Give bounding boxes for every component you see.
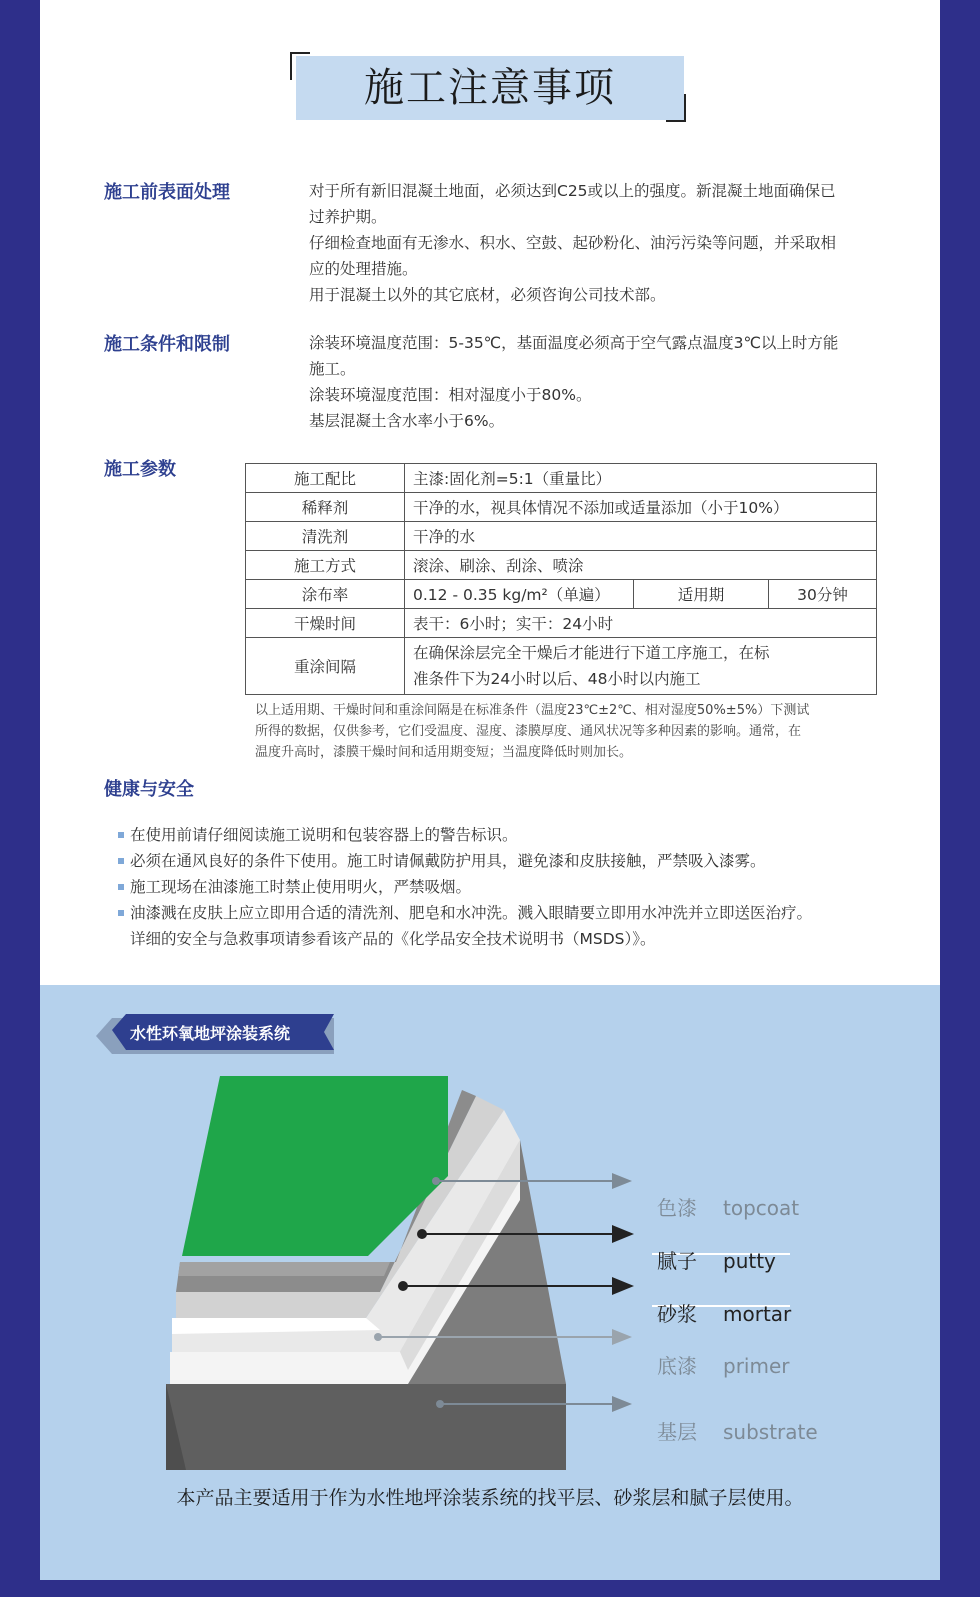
- putty-arrow-icon: [612, 1225, 634, 1243]
- param-key: 重涂间隔: [246, 638, 405, 695]
- list-item-text: 在使用前请仔细阅读施工说明和包装容器上的警告标识。: [130, 826, 518, 844]
- substrate-label-zh: 基层: [657, 1420, 697, 1444]
- recoat-line: 在确保涂层完全干燥后才能进行下道工序施工，在标: [413, 644, 770, 662]
- conditions-heading: 施工条件和限制: [104, 334, 230, 355]
- putty-label: [657, 1245, 776, 1274]
- diagram-ribbon-title: 水性环氧地坪涂装系统: [130, 1024, 291, 1043]
- health-heading: 健康与安全: [104, 779, 194, 800]
- conditions-line: 基层混凝土含水率小于6%。: [309, 412, 505, 430]
- substrate-arrow-icon: [612, 1396, 632, 1412]
- putty-label-zh: 腻子: [657, 1249, 697, 1273]
- mortar-label: [657, 1298, 791, 1327]
- note-line: 温度升高时，漆膜干燥时间和适用期变短；当温度降低时则加长。: [255, 745, 633, 760]
- pot-life-value: 30分钟: [769, 580, 877, 609]
- surface-line: 过养护期。: [309, 208, 387, 226]
- note-line: 以上适用期、干燥时间和重涂间隔是在标准条件（温度23℃±2℃、相对湿度50%±5%）下测试: [255, 703, 810, 718]
- list-item-text: 施工现场在油漆施工时禁止使用明火，严禁吸烟。: [130, 878, 472, 896]
- mortar-label-en: mortar: [723, 1302, 792, 1326]
- substrate-label: [657, 1416, 818, 1445]
- param-key: 涂布率: [246, 580, 405, 609]
- list-item-text: 油漆溅在皮肤上应立即用合适的清洗剂、肥皂和水冲洗。溅入眼睛要立即用水冲洗并立即送医治疗。: [130, 904, 813, 922]
- primer-label: [657, 1350, 789, 1379]
- param-value: 滚涂、刷涂、刮涂、喷涂: [405, 551, 877, 580]
- topcoat-layer: [182, 1076, 448, 1256]
- params-heading: 施工参数: [104, 459, 176, 480]
- putty-label-en: putty: [723, 1249, 776, 1273]
- primer-label-en: primer: [723, 1354, 790, 1378]
- mortar-arrow-icon: [612, 1277, 634, 1295]
- substrate-label-en: substrate: [723, 1420, 818, 1444]
- topcoat-arrow-icon: [612, 1173, 632, 1189]
- primer-label-zh: 底漆: [657, 1354, 697, 1378]
- pot-life-key: 适用期: [634, 580, 769, 609]
- topcoat-label-en: topcoat: [723, 1196, 800, 1220]
- diagram-footer-text: 本产品主要适用于作为水性地坪涂装系统的找平层、砂浆层和腻子层使用。: [176, 1487, 804, 1509]
- note-line: 所得的数据，仅供参考，它们受温度、湿度、漆膜厚度、通风状况等多种因素的影响。通常，在: [255, 724, 802, 739]
- putty-band-highlight: [178, 1262, 390, 1276]
- param-value: 主漆:固化剂=5:1（重量比）: [405, 464, 877, 493]
- surface-line: 仔细检查地面有无渗水、积水、空鼓、起砂粉化、油污污染等问题，并采取相: [309, 234, 837, 252]
- param-key: 清洗剂: [246, 522, 405, 551]
- param-value: 表干：6小时；实干：24小时: [405, 609, 877, 638]
- topcoat-label-zh: 色漆: [657, 1196, 697, 1220]
- conditions-line: 涂装环境湿度范围：相对湿度小于80%。: [309, 386, 592, 404]
- param-key: 稀释剂: [246, 493, 405, 522]
- param-key: 干燥时间: [246, 609, 405, 638]
- param-value: 0.12 - 0.35 kg/m²（单遍）: [405, 580, 634, 609]
- param-value: 干净的水: [405, 522, 877, 551]
- page-title: 施工注意事项: [364, 65, 616, 111]
- param-key: 施工配比: [246, 464, 405, 493]
- param-value: 干净的水，视具体情况不添加或适量添加（小于10%）: [405, 493, 877, 522]
- surface-line: 用于混凝土以外的其它底材，必须咨询公司技术部。: [309, 286, 666, 304]
- topcoat-label: [657, 1192, 799, 1221]
- list-item-text: 必须在通风良好的条件下使用。施工时请佩戴防护用具，避免漆和皮肤接触，严禁吸入漆雾。: [130, 852, 766, 870]
- surface-heading: 施工前表面处理: [104, 182, 230, 203]
- conditions-line: 涂装环境温度范围：5-35℃，基面温度必须高于空气露点温度3℃以上时方能: [309, 334, 839, 352]
- recoat-line: 准条件下为24小时以后、48小时以内施工: [413, 670, 701, 688]
- substrate-front: [166, 1384, 566, 1470]
- surface-line: 对于所有新旧混凝土地面，必须达到C25或以上的强度。新混凝土地面确保已: [309, 182, 836, 200]
- param-key: 施工方式: [246, 551, 405, 580]
- surface-line: 应的处理措施。: [309, 260, 418, 278]
- list-item-continuation: 详细的安全与急救事项请参看该产品的《化学品安全技术说明书（MSDS）》。: [130, 930, 656, 948]
- mortar-label-zh: 砂浆: [657, 1302, 697, 1326]
- primer-arrow-icon: [612, 1329, 632, 1345]
- conditions-line: 施工。: [309, 360, 356, 378]
